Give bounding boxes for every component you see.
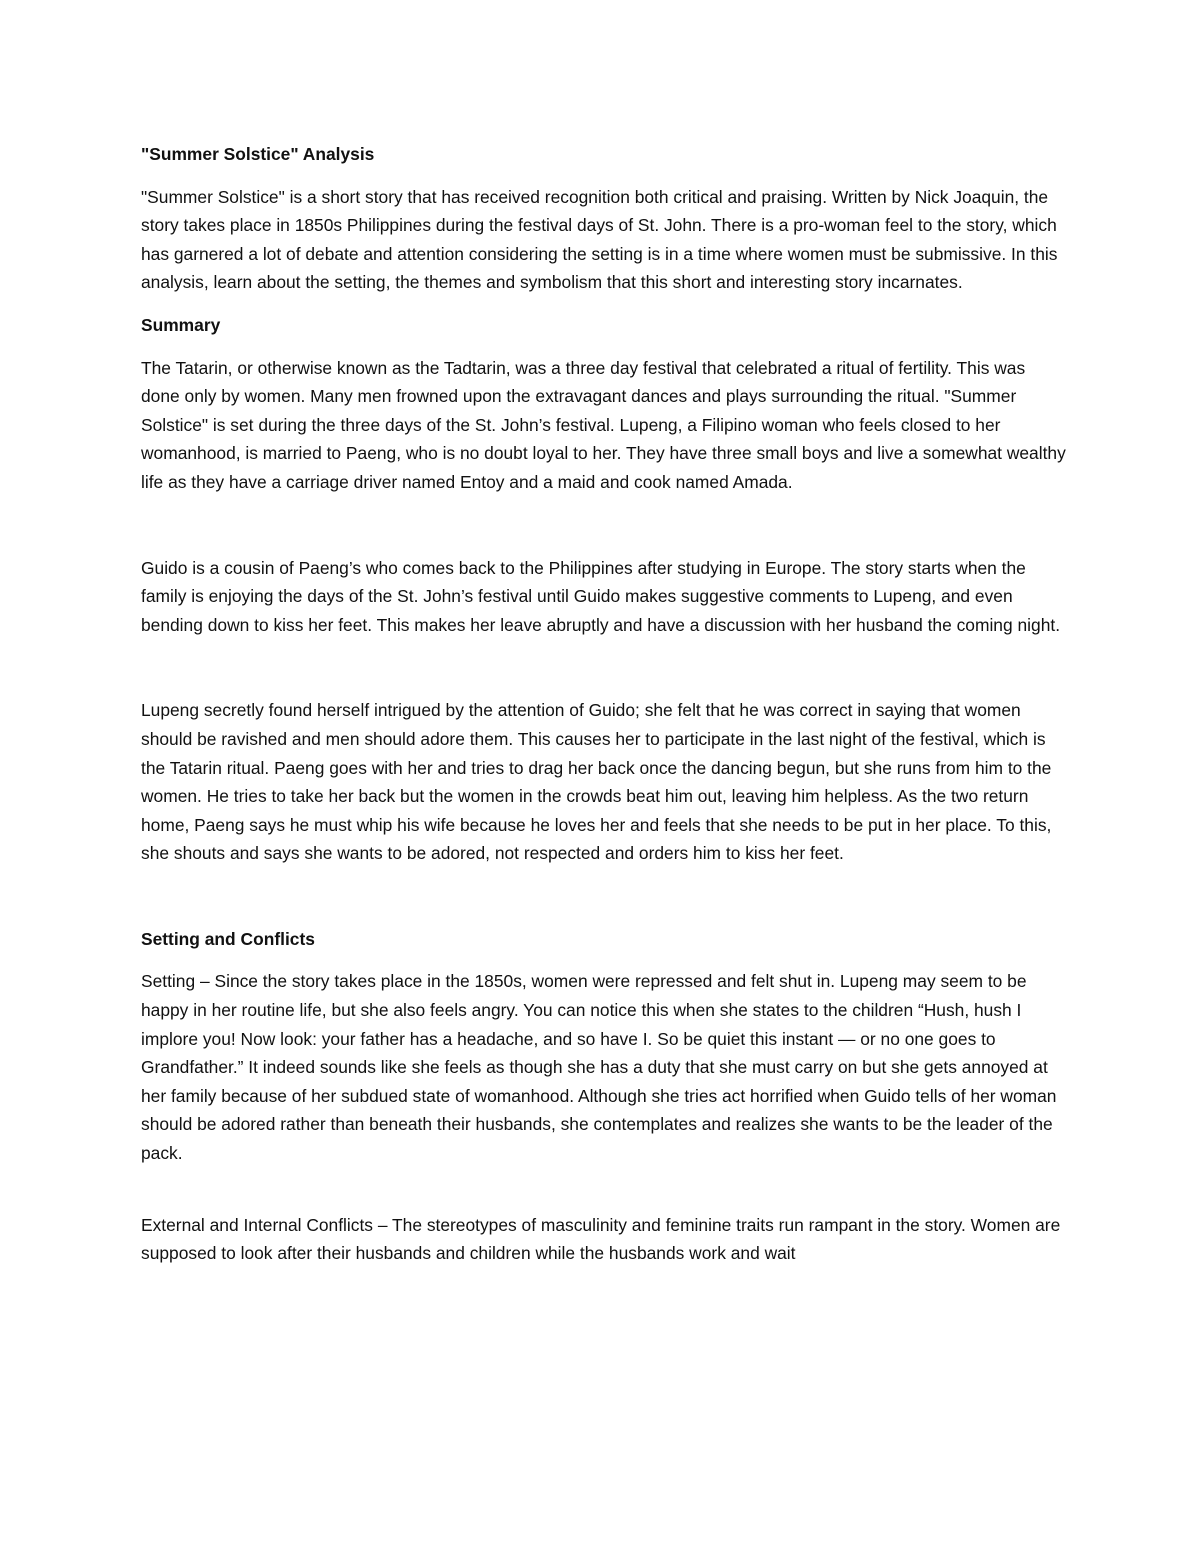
conflicts-paragraph: External and Internal Conflicts – The stereotypes of masculinity and feminine traits run rampant in the story. Women are supposed to look after their husbands and children while the husbands work and wait xyxy=(141,1214,1061,1264)
setting-heading: Setting and Conflicts xyxy=(141,928,315,949)
document-title: "Summer Solstice" Analysis xyxy=(141,144,375,164)
summary-paragraph-2: Guido is a cousin of Paeng’s who comes back to the Philippines after studying in Europe. The story starts when the family is enjoying the days of the St. John’s festival until Guido makes suggestive comments to Lupeng, and even bending down to kiss her feet. This makes her leave abruptly and have a discussion with her husband the coming night. xyxy=(141,557,1061,635)
setting-paragraph: Setting – Since the story takes place in the 1850s, women were repressed and felt shut in. Lupeng may seem to be happy in her routine life, but she also feels angry. You can notice this when she states to the children “Hush, hush I implore you! Now look: your father has a headache, and so have I. So be quiet this instant — or no one goes to Grandfather.” It indeed sounds like she feels as though she has a duty that she must carry on but she gets annoyed at her family because of her subdued state of womanhood. Although she tries act horrified when Guido tells of her woman should be adored rather than beneath their husbands, she contemplates and realizes she wants to be the leader of the pack. xyxy=(141,971,1057,1164)
summary-paragraph-1: The Tatarin, or otherwise known as the Tadtarin, was a three day festival that celebrated a ritual of fertility. This was done only by women. Many men frowned upon the extravagant dances and plays surrounding the ritual. "Summer Solstice" is set during the three days of the St. John’s festival. Lupeng, a Filipino woman who feels closed to her womanhood, is married to Paeng, who is no doubt loyal to her. They have three small boys and live a somewhat wealthy life as they have a carriage driver named Entoy and a maid and cook named Amada. xyxy=(141,357,1066,492)
summary-paragraph-3: Lupeng secretly found herself intrigued by the attention of Guido; she felt that he was correct in saying that women should be ravished and men should adore them. This causes her to participate in the last night of the festival, which is the Tatarin ritual. Paeng goes with her and tries to drag her back once the dancing begun, but she runs from him to the women. He tries to take her back but the women in the crowds beat him out, leaving him helpless. As the two return home, Paeng says he must whip his wife because he loves her and feels that she needs to be put in her place. To this, she shouts and says she wants to be adored, not respected and orders him to kiss her feet. xyxy=(141,700,1052,864)
intro-paragraph: "Summer Solstice" is a short story that has received recognition both critical and praising. Written by Nick Joaquin, the story takes place in 1850s Philippines during the festival days of St. John. There is a pro-woman feel to the story, which has garnered a lot of debate and attention considering the setting is in a time where women must be submissive. In this analysis, learn about the setting, the themes and symbolism that this short and interesting story incarnates. xyxy=(141,186,1058,293)
document-body xyxy=(141,140,1066,1268)
summary-heading: Summary xyxy=(141,314,221,335)
